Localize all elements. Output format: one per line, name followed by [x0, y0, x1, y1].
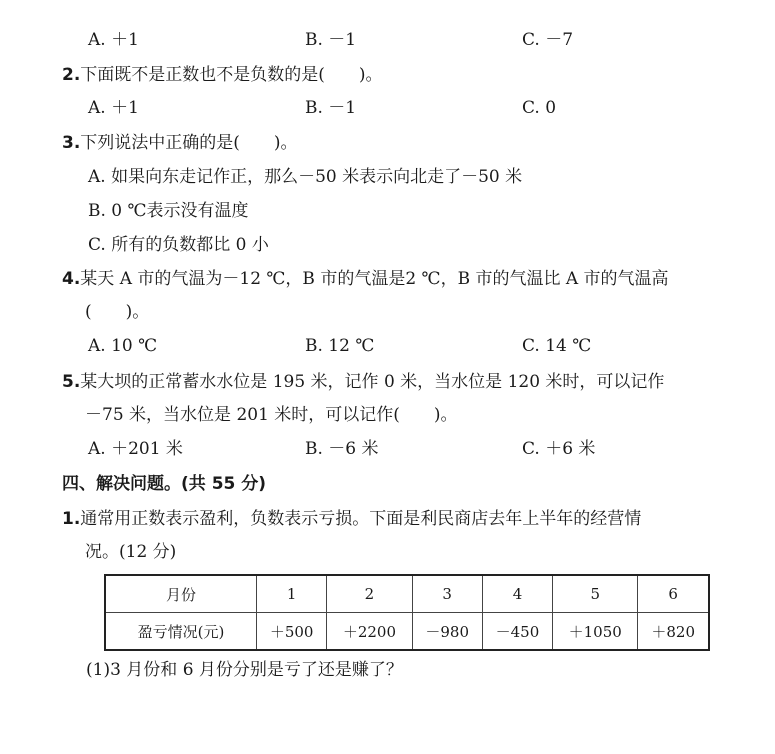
q2-option-c: C. 0: [522, 98, 557, 118]
value-cell: －450: [482, 613, 552, 651]
table-row: [105, 575, 709, 613]
table-row: [105, 613, 709, 651]
q2-number: 2.: [62, 65, 81, 85]
q5-question-line2: －75 米，当水位是 201 米时，可以记作( )。: [85, 405, 458, 425]
q3-question: [62, 131, 298, 155]
value-cell: ＋1050: [553, 613, 638, 651]
month-cell: 2: [327, 575, 412, 613]
q3-option-c: C. 所有的负数都比 0 小: [88, 235, 269, 255]
q3-option-b: B. 0 ℃表示没有温度: [88, 201, 249, 221]
problem1-number: 1.: [62, 509, 81, 529]
q2-option-b: B. －1: [305, 98, 357, 118]
value-cell: ＋820: [638, 613, 709, 651]
q1-option-c: C. －7: [522, 30, 574, 50]
month-cell: 6: [638, 575, 709, 613]
problem1-line2: 况。(12 分): [85, 542, 177, 562]
q5-text-line1: 某大坝的正常蓄水水位是 195 米，记作 0 米，当水位是 120 米时，可以记作: [80, 372, 665, 392]
problem1-subquestion-1: (1)3 月份和 6 月份分别是亏了还是赚了？: [86, 660, 403, 680]
q4-option-c: C. 14 ℃: [522, 336, 592, 356]
q3-option-a: A. 如果向东走记作正，那么－50 米表示向北走了－50 米: [88, 167, 523, 187]
table-header-cell: 月份: [105, 575, 257, 613]
month-cell: 1: [257, 575, 327, 613]
q4-option-a: A. 10 ℃: [88, 336, 158, 356]
q2-text: 下面既不是正数也不是负数的是( )。: [80, 65, 383, 85]
value-cell: ＋2200: [327, 613, 412, 651]
table-row-label: 盈亏情况(元): [105, 613, 257, 651]
q4-number: 4.: [62, 269, 81, 289]
q4-question-line2: ( )。: [85, 302, 150, 322]
q1-option-b: B. －1: [305, 30, 357, 50]
q3-number: 3.: [62, 133, 81, 153]
value-cell: ＋500: [257, 613, 327, 651]
value-cell: －980: [412, 613, 482, 651]
q5-option-a: A. ＋201 米: [88, 439, 183, 459]
q1-option-a: A. ＋1: [88, 30, 139, 50]
problem1-line1: [62, 507, 641, 531]
month-cell: 5: [553, 575, 638, 613]
month-cell: 4: [482, 575, 552, 613]
month-cell: 3: [412, 575, 482, 613]
q5-option-b: B. －6 米: [305, 439, 379, 459]
profit-loss-table: [104, 574, 710, 651]
q2-question: [62, 63, 383, 87]
q4-option-b: B. 12 ℃: [305, 336, 375, 356]
q3-text: 下列说法中正确的是( )。: [80, 133, 298, 153]
q5-option-c: C. ＋6 米: [522, 439, 596, 459]
problem1-text-line1: 通常用正数表示盈利，负数表示亏损。下面是利民商店去年上半年的经营情: [80, 509, 642, 529]
q5-number: 5.: [62, 372, 81, 392]
q5-question-line1: [62, 370, 664, 394]
q2-option-a: A. ＋1: [88, 98, 139, 118]
q4-text-line1: 某天 A 市的气温为－12 ℃，B 市的气温是2 ℃，B 市的气温比 A 市的气温高: [80, 269, 669, 289]
q4-question-line1: [62, 267, 669, 291]
section-title: 四、解决问题。(共 55 分): [62, 474, 267, 494]
